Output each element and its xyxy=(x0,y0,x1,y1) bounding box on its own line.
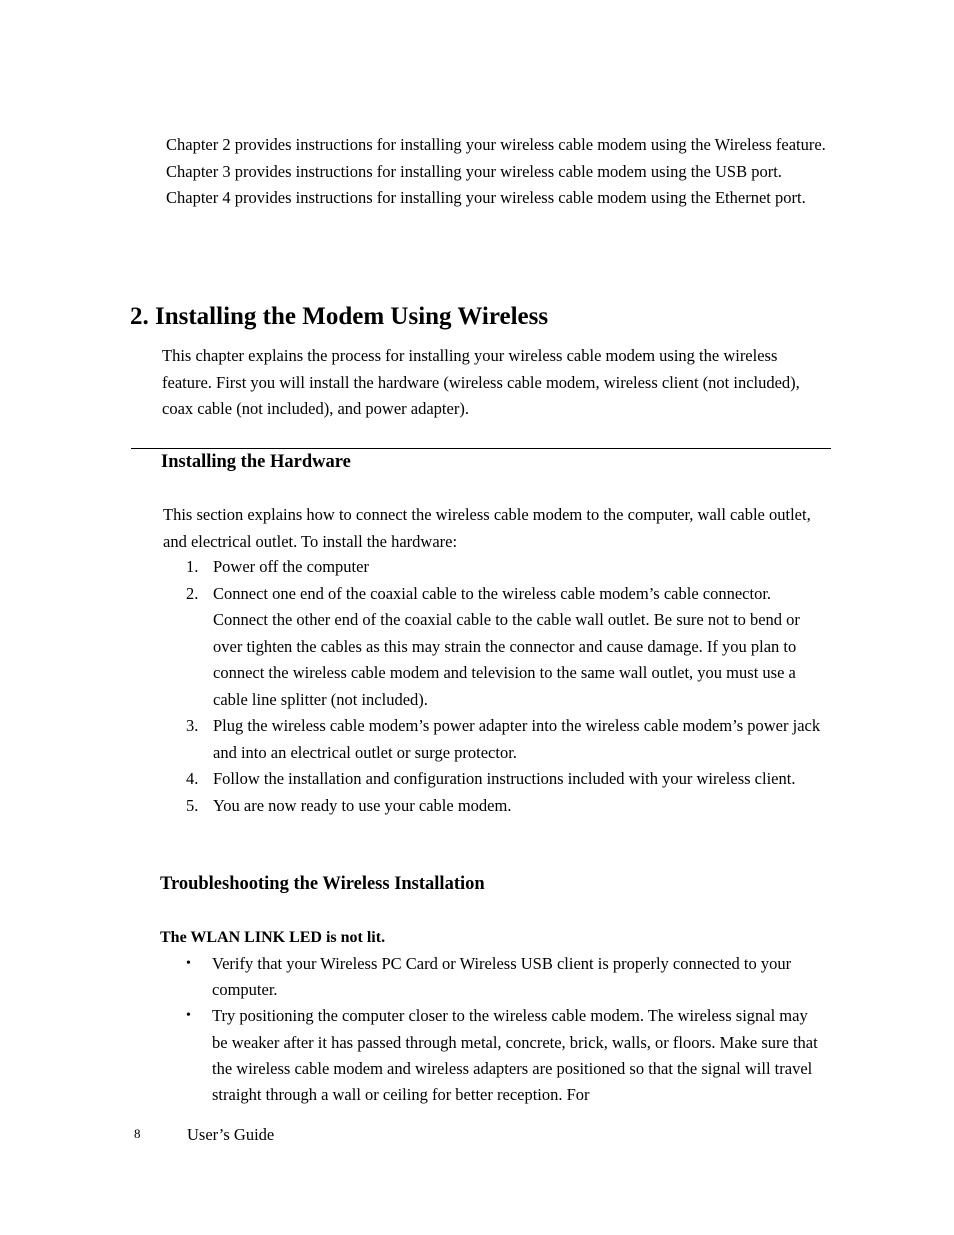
list-item xyxy=(186,951,826,1003)
troubleshooting-bullets-list xyxy=(186,951,826,1108)
bullet-icon: • xyxy=(186,956,191,971)
chapter-title: 2. Installing the Modem Using Wireless xyxy=(130,303,549,330)
list-item xyxy=(186,554,826,581)
step-number: 4. xyxy=(186,769,199,788)
chapter-overview xyxy=(166,132,826,212)
hardware-heading: Installing the Hardware xyxy=(161,452,351,472)
list-item xyxy=(186,793,826,820)
step-number: 2. xyxy=(186,583,199,603)
overview-chapter-3: Chapter 3 provides instructions for installing your wireless cable modem using the USB port. xyxy=(166,161,782,181)
list-item xyxy=(186,713,826,766)
step-number: 1. xyxy=(186,557,199,576)
wlan-led-subheading: The WLAN LINK LED is not lit. xyxy=(160,929,386,946)
list-item xyxy=(186,581,826,714)
list-item xyxy=(186,766,826,793)
footer-title: User’s Guide xyxy=(187,1125,275,1144)
overview-chapter-4: Chapter 4 provides instructions for installing your wireless cable modem using the Ethernet port. xyxy=(166,188,806,207)
bullet-icon: • xyxy=(186,1008,191,1024)
list-item xyxy=(186,1003,826,1108)
overview-chapter-2: Chapter 2 provides instructions for installing your wireless cable modem using the Wireless feature. xyxy=(166,135,826,154)
bullet-text: Verify that your Wireless PC Card or Wireless USB client is properly connected to your computer. xyxy=(212,954,792,1000)
step-text: Connect one end of the coaxial cable to the wireless cable modem’s cable connector. Connect the other end of the coaxial cable to the cable wall outlet. Be sure not to bend or over tighten the cables as this may strain the connector and cause damage. If you plan to connect the wireless cable modem and television to the same wall outlet, you must use a cable line splitter (not included). xyxy=(213,583,800,709)
step-text: Follow the installation and configuration instructions included with your wireless client. xyxy=(213,769,796,788)
hardware-steps-list xyxy=(186,554,826,819)
troubleshooting-heading: Troubleshooting the Wireless Installation xyxy=(160,874,485,894)
step-text: Plug the wireless cable modem’s power adapter into the wireless cable modem’s power jack and into an electrical outlet or surge protector. xyxy=(213,716,821,762)
step-number: 5. xyxy=(186,795,199,815)
step-text: You are now ready to use your cable modem. xyxy=(213,795,512,815)
step-text: Power off the computer xyxy=(213,557,369,576)
step-number: 3. xyxy=(186,716,199,735)
chapter-intro: This chapter explains the process for installing your wireless cable modem using the wireless feature. First you will install the hardware (wireless cable modem, wireless client (not included), coax cable (not included), and power adapter). xyxy=(162,346,800,418)
hardware-intro: This section explains how to connect the wireless cable modem to the computer, wall cable outlet, and electrical outlet. To install the hardware: xyxy=(163,505,811,551)
page-number: 8 xyxy=(134,1126,141,1141)
bullet-text: Try positioning the computer closer to the wireless cable modem. The wireless signal may be weaker after it has passed through metal, concrete, brick, walls, or floors. Make sure that the wireless cable modem and wireless adapters are positioned so that the signal will travel straight through a wall or ceiling for better reception. For xyxy=(212,1006,818,1105)
